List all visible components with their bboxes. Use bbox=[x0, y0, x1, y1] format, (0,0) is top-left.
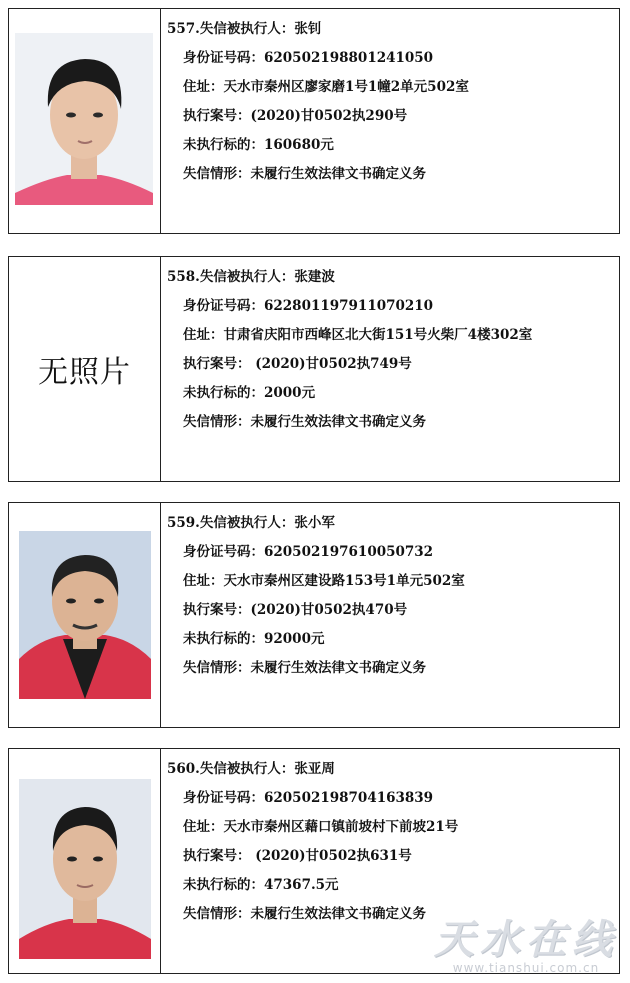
unexecuted-amount: 未执行标的：2000元 bbox=[183, 385, 316, 401]
record-card-558 bbox=[8, 256, 620, 482]
case-number: 执行案号：(2020)甘0502执470号 bbox=[183, 602, 408, 618]
record-card-559 bbox=[8, 502, 620, 728]
address: 住址：天水市秦州区建设路153号1单元502室 bbox=[183, 573, 465, 589]
case-number: 执行案号：(2020)甘0502执290号 bbox=[183, 108, 408, 124]
id-number: 身份证号码：620502197610050732 bbox=[183, 544, 434, 560]
dishonesty-situation: 失信情形：未履行生效法律文书确定义务 bbox=[183, 906, 426, 922]
record-card-557 bbox=[8, 8, 620, 234]
record-info bbox=[167, 513, 615, 687]
dishonesty-situation: 失信情形：未履行生效法律文书确定义务 bbox=[183, 414, 426, 430]
record-info bbox=[167, 267, 615, 441]
portrait-photo bbox=[15, 33, 153, 205]
photo-cell bbox=[9, 503, 161, 727]
record-info bbox=[167, 19, 615, 193]
unexecuted-amount: 未执行标的：47367.5元 bbox=[183, 877, 339, 893]
dishonesty-situation: 失信情形：未履行生效法律文书确定义务 bbox=[183, 166, 426, 182]
address: 住址：天水市秦州区藉口镇前坡村下前坡21号 bbox=[183, 819, 459, 835]
record-title: 558.失信被执行人：张建波 bbox=[167, 269, 335, 285]
id-number: 身份证号码：622801197911070210 bbox=[183, 298, 434, 314]
case-number: 执行案号： (2020)甘0502执631号 bbox=[183, 848, 412, 864]
record-info bbox=[167, 759, 615, 933]
photo-cell bbox=[9, 257, 161, 481]
portrait-photo bbox=[19, 779, 151, 959]
unexecuted-amount: 未执行标的：160680元 bbox=[183, 137, 334, 153]
no-photo-label: 无照片 bbox=[38, 355, 131, 390]
watermark-brand: 天水在线 bbox=[434, 917, 618, 963]
site-watermark bbox=[434, 919, 618, 975]
dishonesty-situation: 失信情形：未履行生效法律文书确定义务 bbox=[183, 660, 426, 676]
id-number: 身份证号码：620502198801241050 bbox=[183, 50, 434, 66]
portrait-photo bbox=[19, 531, 151, 699]
case-number: 执行案号： (2020)甘0502执749号 bbox=[183, 356, 412, 372]
address: 住址：天水市秦州区廖家磨1号1幢2单元502室 bbox=[183, 79, 469, 95]
record-title: 559.失信被执行人：张小军 bbox=[167, 515, 335, 531]
record-title: 557.失信被执行人：张钊 bbox=[167, 21, 322, 37]
photo-cell bbox=[9, 9, 161, 233]
id-number: 身份证号码：620502198704163839 bbox=[183, 790, 434, 806]
watermark-url: www.tianshui.com.cn bbox=[452, 961, 600, 975]
record-title: 560.失信被执行人：张亚周 bbox=[167, 761, 335, 777]
photo-cell bbox=[9, 749, 161, 973]
address: 住址：甘肃省庆阳市西峰区北大街151号火柴厂4楼302室 bbox=[183, 327, 533, 343]
unexecuted-amount: 未执行标的：92000元 bbox=[183, 631, 325, 647]
